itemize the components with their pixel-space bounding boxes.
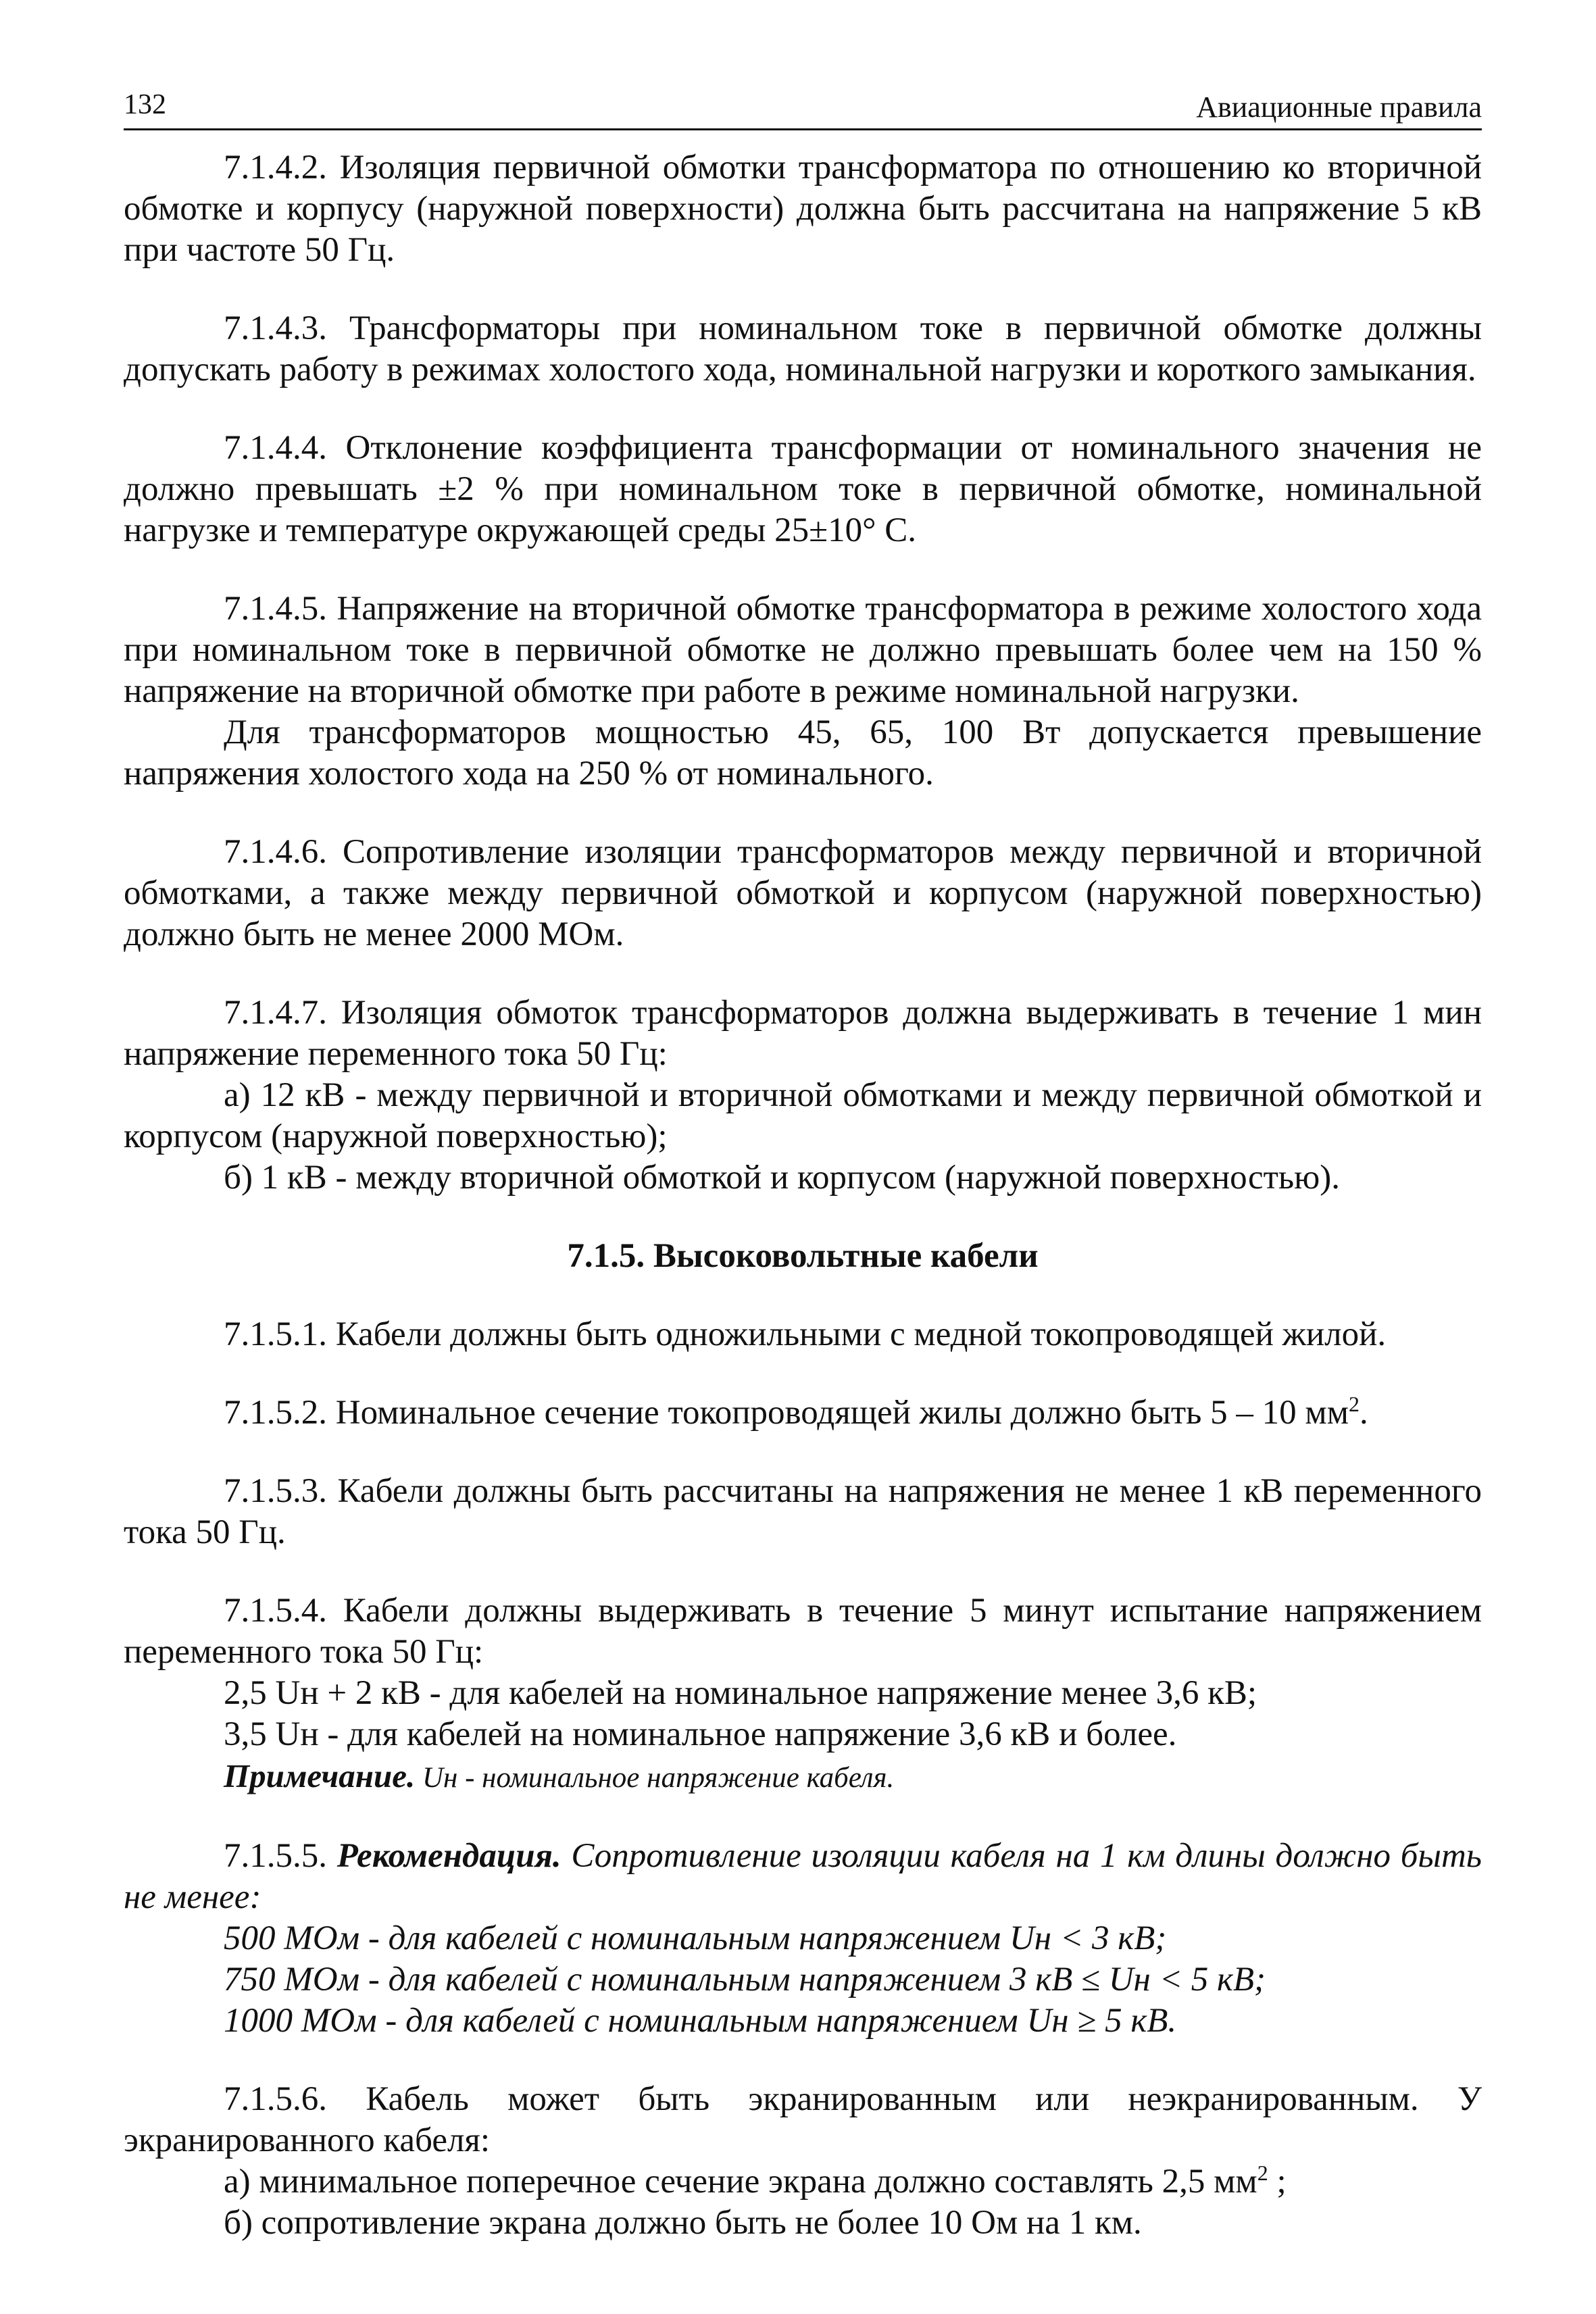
paragraph-7-1-5-6-item-a — [124, 2161, 1482, 2203]
paragraph-7-1-4-2: 7.1.4.2. Изоляция первичной обмотки трансформатора по отношению ко вторичной обмотке и корпусу (наружной поверхности) должна быть рассчитана на напряжение 5 кВ при частоте 50 Гц. — [124, 149, 1482, 269]
paragraph-7-1-5-5 — [124, 1836, 1482, 1918]
recommendation-label: Рекомендация. — [336, 1837, 562, 1875]
paragraph-7-1-5-2-text: 7.1.5.2. Номинальное сечение токопроводящей жилы должно быть 5 – 10 мм — [224, 1394, 1349, 1432]
paragraph-7-1-5-4-line-a: 2,5 Uн + 2 кВ - для кабелей на номинальное напряжение менее 3,6 кВ; — [224, 1674, 1257, 1712]
paragraph-7-1-5-4: 7.1.5.4. Кабели должны выдерживать в течение 5 минут испытание напряжением переменного тока 50 Гц: — [124, 1592, 1482, 1671]
page-number: 132 — [124, 89, 166, 120]
note — [124, 1755, 1482, 1799]
paragraph-7-1-4-3: 7.1.4.3. Трансформаторы при номинальном токе в первичной обмотке должны допускать работу в режимах холостого хода, номинальной нагрузки и короткого замыкания. — [124, 309, 1482, 388]
paragraph-7-1-5-2 — [124, 1392, 1482, 1434]
recommendation-line-1000: 1000 МОм - для кабелей с номинальным напряжением Uн ≥ 5 кВ. — [224, 2002, 1177, 2040]
paragraph-7-1-4-7-item-b: б) 1 кВ - между вторичной обмоткой и корпусом (наружной поверхностью). — [224, 1159, 1340, 1197]
paragraph-7-1-5-3: 7.1.5.3. Кабели должны быть рассчитаны на напряжения не менее 1 кВ переменного тока 50 Гц. — [124, 1472, 1482, 1551]
superscript-2: 2 — [1257, 2161, 1268, 2185]
paragraph-7-1-4-5: 7.1.4.5. Напряжение на вторичной обмотке трансформатора в режиме холостого хода при номинальном токе в первичной обмотке не должно превышать более чем на 150 % напряжение на вторичной обмотке при работе в режиме номинальной нагрузки. — [124, 590, 1482, 710]
page-header — [124, 86, 1482, 130]
paragraph-7-1-5-6: 7.1.5.6. Кабель может быть экранированным или неэкранированным. У экранированного кабеля: — [124, 2080, 1482, 2159]
recommendation-text: Сопротивление изоляции кабеля на 1 км длины должно быть не менее: — [124, 1837, 1482, 1916]
note-text: Uн - номинальное напряжение кабеля. — [415, 1762, 895, 1794]
paragraph-7-1-4-7: 7.1.4.7. Изоляция обмоток трансформаторов должна выдерживать в течение 1 мин напряжение переменного тока 50 Гц: — [124, 994, 1482, 1073]
paragraph-7-1-4-7-item-a: а) 12 кВ - между первичной и вторичной обмотками и между первичной обмоткой и корпусом (наружной поверхностью); — [124, 1076, 1482, 1155]
running-title: Авиационные правила — [1196, 91, 1482, 124]
paragraph-7-1-5-6-item-a-end: ; — [1268, 2163, 1287, 2200]
page-content — [124, 147, 1482, 2244]
paragraph-7-1-5-6-item-b: б) сопротивление экрана должно быть не более 10 Ом на 1 км. — [224, 2204, 1142, 2242]
paragraph-7-1-4-5-continued: Для трансформаторов мощностью 45, 65, 100 Вт допускается превышение напряжения холостого хода на 250 % от номинального. — [124, 713, 1482, 793]
paragraph-7-1-5-4-line-b: 3,5 Uн - для кабелей на номинальное напряжение 3,6 кВ и более. — [224, 1715, 1177, 1753]
note-label: Примечание. — [224, 1757, 416, 1794]
paragraph-7-1-5-1: 7.1.5.1. Кабели должны быть одножильными с медной токопроводящей жилой. — [224, 1315, 1387, 1353]
paragraph-7-1-5-5-number: 7.1.5.5. — [224, 1837, 337, 1875]
superscript-2: 2 — [1348, 1392, 1360, 1416]
section-heading-7-1-5: 7.1.5. Высоковольтные кабели — [567, 1237, 1039, 1275]
recommendation-line-750: 750 МОм - для кабелей с номинальным напряжением 3 кВ ≤ Uн < 5 кВ; — [224, 1961, 1266, 1998]
paragraph-7-1-5-6-item-a-text: а) минимальное поперечное сечение экрана должно составлять 2,5 мм — [224, 2163, 1257, 2200]
recommendation-line-500: 500 МОм - для кабелей с номинальным напряжением Uн < 3 кВ; — [224, 1919, 1167, 1957]
paragraph-7-1-4-6: 7.1.4.6. Сопротивление изоляции трансформаторов между первичной и вторичной обмотками, а также между первичной обмоткой и корпусом (наружной поверхностью) должно быть не менее 2000 МОм. — [124, 833, 1482, 953]
paragraph-7-1-5-2-end: . — [1359, 1394, 1368, 1432]
paragraph-7-1-4-4: 7.1.4.4. Отклонение коэффициента трансформации от номинального значения не должно превышать ±2 % при номинальном токе в первичной обмотке, номинальной нагрузке и температуре окружающей среды 25±10° С. — [124, 429, 1482, 549]
